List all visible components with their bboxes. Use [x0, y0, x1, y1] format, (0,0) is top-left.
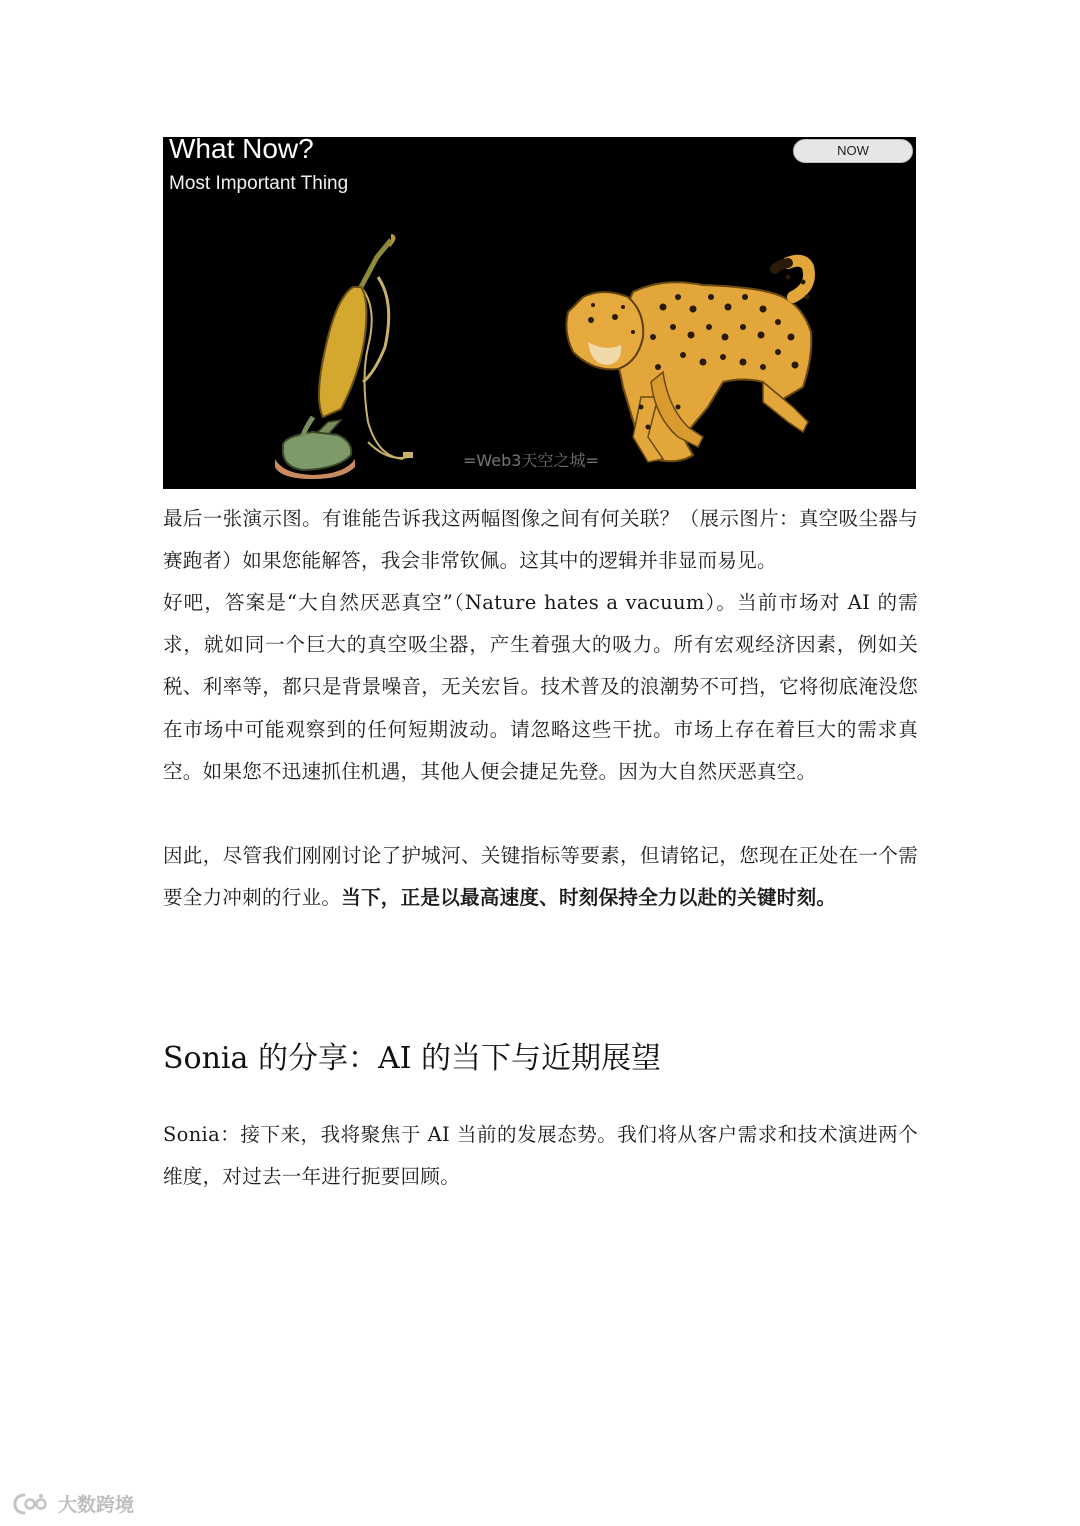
watermark-text: =Web3天空之城=: [463, 451, 599, 470]
paragraph-conclusion: [163, 835, 918, 919]
paragraph-intro: 最后一张演示图。有谁能告诉我这两幅图像之间有何关联？（展示图片：真空吸尘器与赛跑者）如果您能解答，我会非常钦佩。这其中的逻辑并非显而易见。: [163, 507, 918, 573]
cheetah-icon: [566, 261, 811, 462]
conclusion-emphasis: 当下，正是以最高速度、时刻保持全力以赴的关键时刻。: [341, 886, 837, 910]
paragraph-answer: 好吧，答案是“大自然厌恶真空”（Nature hates a vacuum）。当前市场对 AI 的需求，就如同一个巨大的真空吸尘器，产生着强大的吸力。所有宏观经济因素，例如关税、利率等，都只是背景噪音，无关宏旨。技术普及的浪潮势不可挡，它将彻底淹没您在市场中可能观察到的任何短期波动。请忽略这些干扰。市场上存在着巨大的需求真空。如果您不迅速抓住机遇，其他人便会捷足先登。因为大自然厌恶真空。: [163, 591, 918, 783]
conclusion-text: 因此，尽管我们刚刚讨论了护城河、关键指标等要素，但请铭记，您现在正处在一个需要全力冲刺的行业。: [163, 844, 918, 910]
vacuum-cleaner-icon: [275, 237, 413, 479]
slide-image: [163, 137, 916, 489]
section-heading: Sonia 的分享：AI 的当下与近期展望: [163, 1041, 662, 1076]
slide-subtitle: Most Important Thing: [169, 173, 349, 194]
brand-footer: [12, 1490, 134, 1517]
slide-title: What Now?: [169, 137, 314, 164]
now-badge: NOW: [793, 139, 913, 163]
brand-logo-icon: [12, 1492, 52, 1516]
brand-name: 大数跨境: [58, 1494, 135, 1516]
paragraph-sonia: Sonia：接下来，我将聚焦于 AI 当前的发展态势。我们将从客户需求和技术演进两个维度，对过去一年进行扼要回顾。: [163, 1123, 918, 1189]
